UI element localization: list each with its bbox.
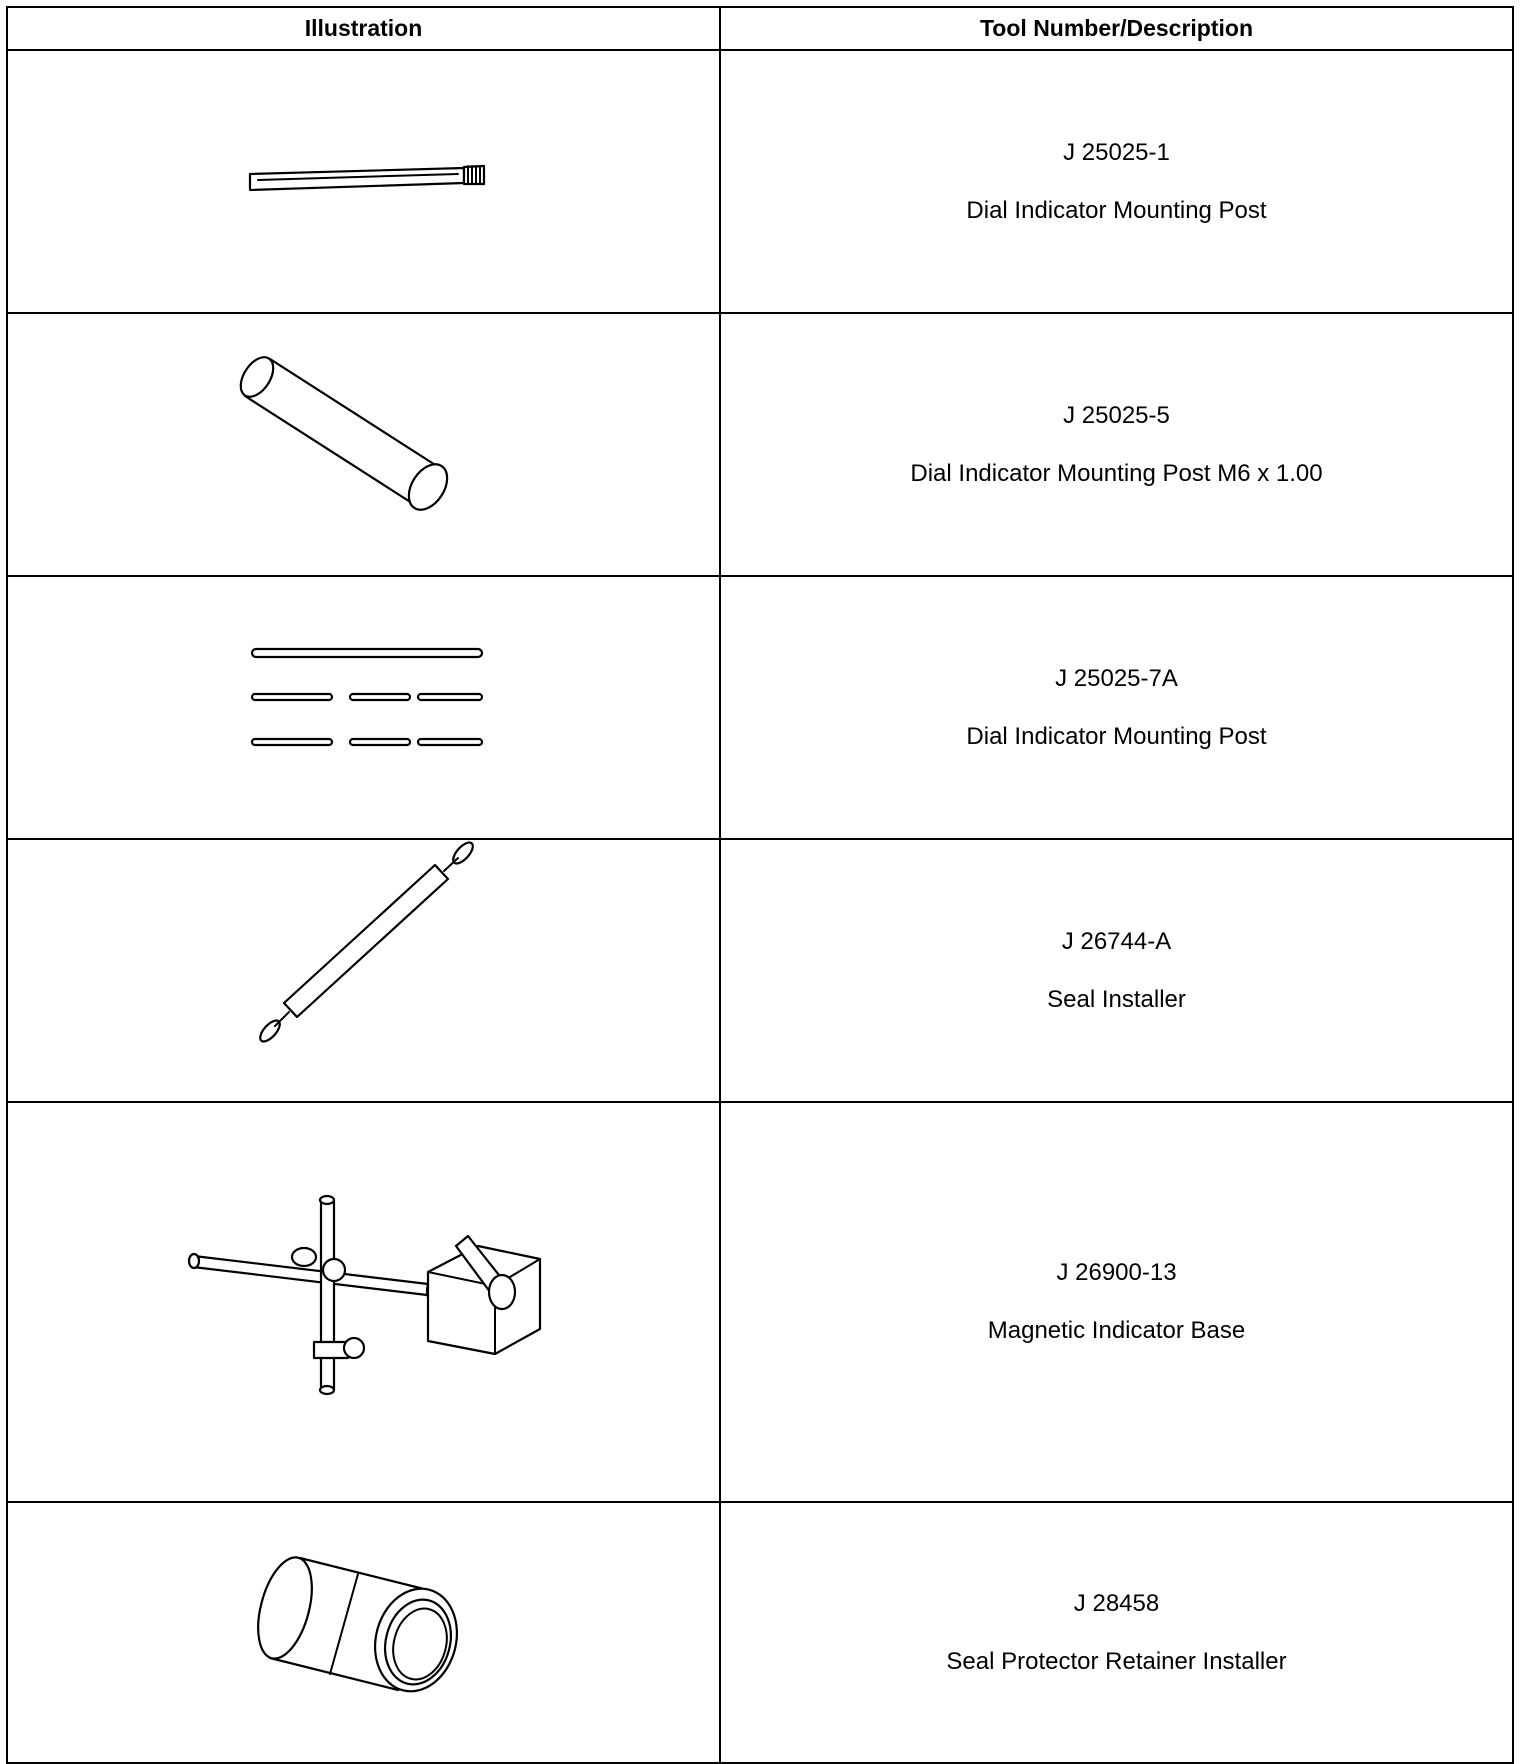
illustration-cell <box>7 313 720 576</box>
sleeve-installer-icon <box>8 1504 721 1761</box>
table-row <box>7 576 1513 839</box>
description-cell <box>720 313 1513 576</box>
threaded-post-icon <box>8 52 721 311</box>
tool-description: Seal Protector Retainer Installer <box>946 1647 1287 1675</box>
tool-number: J 25025-5 <box>1063 401 1170 429</box>
illustration-cell <box>7 576 720 839</box>
table-row <box>7 313 1513 576</box>
tool-description: Dial Indicator Mounting Post M6 x 1.00 <box>910 459 1323 487</box>
special-tools-table <box>6 6 1514 1764</box>
description-cell <box>720 1502 1513 1763</box>
tool-number: J 25025-1 <box>1063 138 1170 166</box>
table-row <box>7 1502 1513 1763</box>
header-row <box>7 7 1513 50</box>
description-cell <box>720 50 1513 313</box>
illustration-cell <box>7 1502 720 1763</box>
illustration-cell <box>7 839 720 1102</box>
seal-installer-rod-icon <box>8 841 721 1100</box>
magnetic-base-icon <box>8 1104 721 1500</box>
post-set-icon <box>8 578 721 837</box>
illustration-cell <box>7 50 720 313</box>
tool-description: Dial Indicator Mounting Post <box>966 722 1267 750</box>
table-row <box>7 839 1513 1102</box>
tool-number: J 28458 <box>1073 1589 1160 1617</box>
cylinder-post-icon <box>8 315 721 574</box>
tool-number: J 26744-A <box>1061 927 1172 955</box>
description-cell <box>720 576 1513 839</box>
tool-number: J 26900-13 <box>1056 1259 1177 1286</box>
tool-description: Seal Installer <box>1047 985 1186 1013</box>
tool-description: Magnetic Indicator Base <box>987 1317 1246 1344</box>
header-tool-number-description: Tool Number/Description <box>720 7 1513 50</box>
tool-number: J 25025-7A <box>1055 664 1178 692</box>
tool-description: Dial Indicator Mounting Post <box>966 196 1267 224</box>
table-row <box>7 1102 1513 1502</box>
description-cell <box>720 839 1513 1102</box>
header-illustration: Illustration <box>7 7 720 50</box>
table-row <box>7 50 1513 313</box>
illustration-cell <box>7 1102 720 1502</box>
description-cell <box>720 1102 1513 1502</box>
